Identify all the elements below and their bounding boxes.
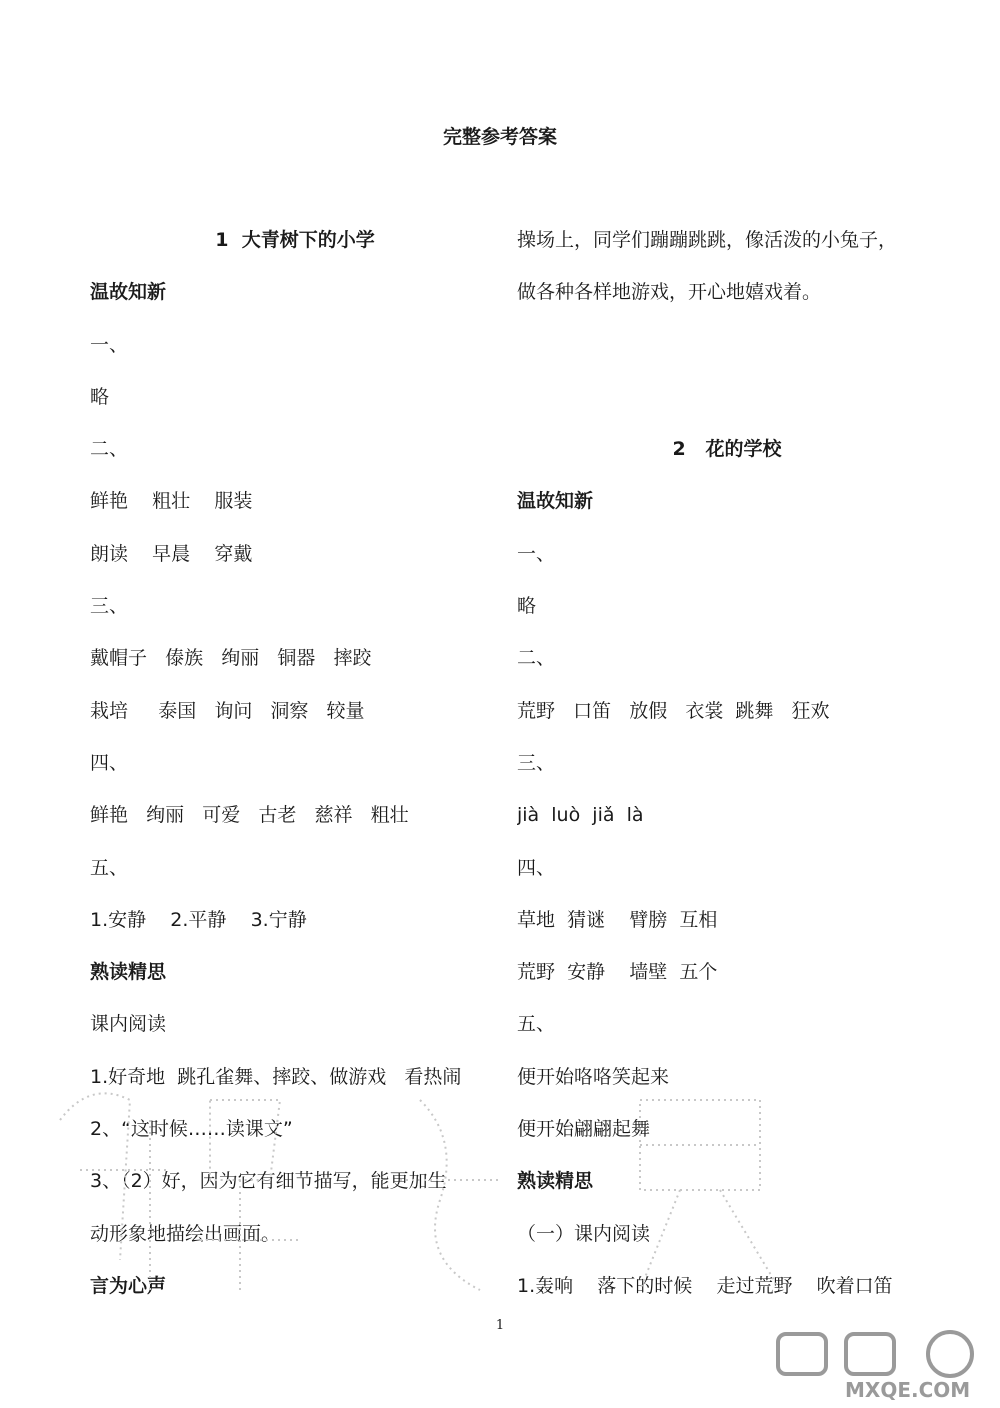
left-subheading: 熟读精思 [90,961,167,984]
right-text-line: 二、 [517,647,556,670]
left-text-line: 课内阅读 [90,1013,167,1036]
left-text-line: 2、“这时候……读课文” [90,1118,293,1141]
right-section-title: 2 花的学校 [672,438,782,461]
right-text-line: 便开始翩翩起舞 [517,1118,651,1141]
left-text-line: 四、 [90,751,129,774]
right-text-line [517,371,937,423]
left-text-line: 戴帽子 傣族 绚丽 铜器 摔跤 [90,647,372,670]
right-text-line: 荒野 口笛 放假 衣裳 跳舞 狂欢 [517,699,830,722]
right-subheading: 温故知新 [517,490,594,513]
left-text-line: 1.安静 2.平静 3.宁静 [90,908,307,931]
left-text-line: 略 [90,385,110,408]
left-text-line: 鲜艳 粗壮 服装 [90,490,253,513]
right-text-line: 1.轰响 落下的时候 走过荒野 吹着口笛 [517,1274,893,1297]
left-text-line: 朗读 早晨 穿戴 [90,542,253,565]
right-text-line: （一）课内阅读 [517,1222,651,1245]
left-text-line: 鲜艳 绚丽 可爱 古老 慈祥 粗壮 [90,804,409,827]
left-text-line: 1.好奇地 跳孔雀舞、摔跤、做游戏 看热闹 [90,1065,462,1088]
watermark-site-text: MXQE.COM [845,1378,971,1402]
left-subheading: 言为心声 [90,1274,167,1297]
right-text-line: jià luò jiǎ là [517,804,644,827]
page-number: 1 [495,1318,505,1333]
right-text-line: 三、 [517,751,556,774]
right-text-line: 一、 [517,542,556,565]
left-text-line: 一、 [90,333,129,356]
left-text-line: 栽培 泰国 询问 洞察 较量 [90,699,365,722]
left-section-title: 1 大青树下的小学 [215,229,375,251]
page-title: 完整参考答案 [442,126,557,148]
right-text-line: 草地 猜谜 臂膀 互相 [517,908,718,931]
right-text-line: 做各种各样地游戏，开心地嬉戏着。 [517,281,822,304]
right-column [517,214,937,1312]
right-text-line: 略 [517,595,537,618]
left-text-line: 动形象地描绘出画面。 [90,1222,281,1245]
right-text-line: 操场上，同学们蹦蹦跳跳，像活泼的小兔子， [517,229,898,251]
left-subheading: 温故知新 [90,281,167,304]
right-text-line: 便开始咯咯笑起来 [517,1065,670,1088]
left-text-line: 五、 [90,856,129,879]
right-text-line: 五、 [517,1013,556,1036]
left-text-line: 3、（2）好，因为它有细节描写，能更加生 [90,1170,447,1193]
right-text-line [517,319,937,371]
right-subheading: 熟读精思 [517,1170,594,1193]
left-text-line: 二、 [90,438,129,461]
left-text-line: 三、 [90,595,129,618]
left-column [90,214,510,1312]
right-text-line: 四、 [517,856,556,879]
right-text-line: 荒野 安静 墙壁 五个 [517,961,718,984]
